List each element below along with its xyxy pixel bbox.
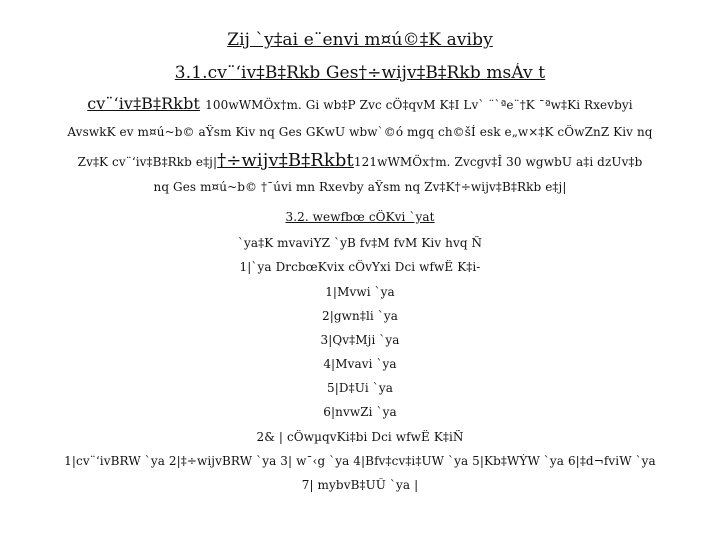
list-item: 1|Mvwi `ya [325,285,395,299]
paragraph-line-1-text: 100wWMÖx†m. Gi wb‡P Zvc cÖ‡qvM K‡I Lv` ¨`ªe¨†K ¯ªw‡Ki Rxevbyi [205,98,633,112]
list-item: 3|Qv‡Mji `ya [320,333,400,347]
paragraph-line-3 [0,150,720,171]
milk-category-2: 2& | cÖwµqvKi‡bi Dci wfwË K‡iÑ [256,430,464,444]
subsection-heading-text: 3.2. wewfbœ cÖKvi `yat [285,210,435,224]
paragraph-line-2: AvswkK ev m¤ú~b© aŸsm Kiv nq Ges GKwU wbw`©ó mgq ch©šÍ esk e„w×‡K cÖwZnZ Kiv nq [67,125,653,139]
list-item: 6|nvwZi `ya [323,405,397,419]
milk-category-1: 1|`ya DrcbœKvix cÖvYxi Dci wfwË K‡i- [239,260,481,274]
paragraph-line-1 [0,94,720,113]
processed-milk-list-end: 7| mybvB‡UÛ `ya | [301,478,419,492]
section-heading: 3.1.cv¨‘iv‡B‡Rkb Ges†÷wijv‡B‡Rkb msÁv t [174,63,546,83]
paragraph-line-4: nq Ges m¤ú~b© †¯úvi mn Rxevby aŸsm nq Zv‡K†÷wijv‡B‡Rkb e‡j| [153,180,567,194]
term-pasteurization: cv¨‘iv‡B‡Rkbt [87,94,200,113]
document-title: Zij `y‡ai e¨envi m¤ú©‡K aviby [227,30,493,50]
subsection-heading [0,210,720,224]
list-item: 4|Mvavi `ya [323,357,397,371]
paragraph-line-3-post: 121wWMÖx†m. Zvcgv‡Î 30 wgwbU a‡i dzUv‡b [353,155,643,169]
term-sterilization: †÷wijv‡B‡Rkbt [217,150,354,171]
list-item: 5|D‡Ui `ya [327,381,393,395]
list-item: 2|gwn‡li `ya [322,309,398,323]
paragraph-line-3-pre: Zv‡K cv¨‘iv‡B‡Rkb e‡j| [77,155,218,169]
milk-types-intro: `ya‡K mvaviYZ `yB fv‡M fvM Kiv hvq Ñ [237,236,483,250]
processed-milk-list: 1|cv¨‘ivBRW `ya 2|‡÷wijvBRW `ya 3| w¯‹g `ya 4|Bfv‡cv‡i‡UW `ya 5|Kb‡WÝW `ya 6|‡d¬fviW `ya [64,454,656,468]
